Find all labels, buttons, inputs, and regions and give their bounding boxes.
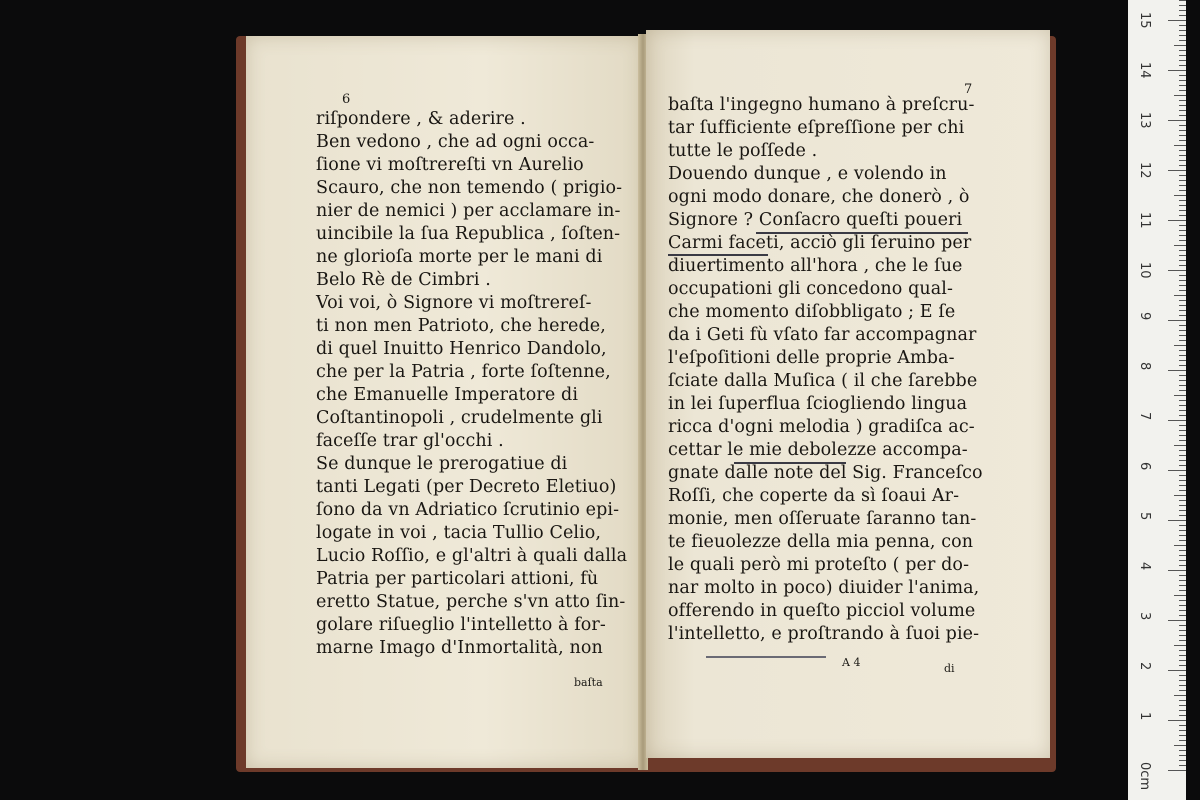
ruler-tick xyxy=(1179,130,1186,131)
ruler-tick xyxy=(1179,200,1186,201)
ruler-tick xyxy=(1179,685,1186,686)
text-line: Patria per particolari attioni, fù xyxy=(316,569,599,589)
ruler-tick xyxy=(1179,360,1186,361)
ruler-tick xyxy=(1179,165,1186,166)
text-line: che momento diſobbligato ; E ſe xyxy=(668,302,956,322)
ruler-tick xyxy=(1179,280,1186,281)
ruler-tick xyxy=(1179,275,1186,276)
ruler-label: 15 xyxy=(1137,12,1152,29)
ruler-tick xyxy=(1179,255,1186,256)
ruler-tick xyxy=(1179,55,1186,56)
ruler-tick xyxy=(1179,400,1186,401)
ruler-tick xyxy=(1168,220,1186,221)
ruler-tick xyxy=(1179,425,1186,426)
ruler-tick xyxy=(1179,550,1186,551)
ruler-tick xyxy=(1179,760,1186,761)
ruler-tick xyxy=(1179,555,1186,556)
measuring-ruler xyxy=(1128,0,1186,800)
ruler-tick xyxy=(1179,15,1186,16)
ruler-tick xyxy=(1174,245,1186,246)
ruler-tick xyxy=(1179,465,1186,466)
ruler-tick xyxy=(1179,90,1186,91)
ruler-label: 11 xyxy=(1137,212,1152,229)
ruler-tick xyxy=(1179,565,1186,566)
left-page xyxy=(246,36,642,768)
ruler-tick xyxy=(1174,445,1186,446)
ruler-tick xyxy=(1174,145,1186,146)
ruler-tick xyxy=(1168,20,1186,21)
ruler-tick xyxy=(1179,390,1186,391)
ruler-tick xyxy=(1179,750,1186,751)
ruler-tick xyxy=(1179,650,1186,651)
ruler-tick xyxy=(1179,375,1186,376)
left-catchword: baſta xyxy=(574,676,603,689)
ruler-tick xyxy=(1179,285,1186,286)
ruler-tick xyxy=(1174,95,1186,96)
ruler-tick xyxy=(1179,110,1186,111)
ruler-tick xyxy=(1179,450,1186,451)
ruler-tick xyxy=(1179,585,1186,586)
ruler-tick xyxy=(1179,80,1186,81)
ruler-tick xyxy=(1174,545,1186,546)
ruler-tick xyxy=(1179,535,1186,536)
ruler-tick xyxy=(1179,715,1186,716)
ruler-tick xyxy=(1168,670,1186,671)
text-line: Voi voi, ò Signore vi moſtrereſ- xyxy=(316,293,592,313)
ruler-tick xyxy=(1179,625,1186,626)
ruler-tick xyxy=(1179,660,1186,661)
ruler-tick xyxy=(1179,65,1186,66)
ruler-tick xyxy=(1179,680,1186,681)
ruler-tick xyxy=(1179,580,1186,581)
ruler-tick xyxy=(1179,440,1186,441)
text-line: in lei ſuperflua ſciogliendo lingua xyxy=(668,394,968,414)
ruler-tick xyxy=(1179,235,1186,236)
text-line: nier de nemici ) per acclamare in- xyxy=(316,201,621,221)
text-line: tar ſufficiente eſpreſſione per chi xyxy=(668,118,965,138)
ruler-tick xyxy=(1179,325,1186,326)
ruler-tick xyxy=(1174,195,1186,196)
ruler-tick xyxy=(1179,435,1186,436)
right-page xyxy=(646,30,1050,758)
ruler-tick xyxy=(1179,105,1186,106)
ruler-tick xyxy=(1179,260,1186,261)
ruler-tick xyxy=(1168,170,1186,171)
ruler-label: 7 xyxy=(1137,412,1152,421)
ruler-tick xyxy=(1179,560,1186,561)
text-line: Lucio Roſſio, e gl'altri à quali dalla xyxy=(316,546,628,566)
ruler-tick xyxy=(1179,350,1186,351)
text-line: faceſſe trar gl'occhi . xyxy=(316,431,504,451)
ruler-tick xyxy=(1179,610,1186,611)
ruler-tick xyxy=(1179,730,1186,731)
ruler-tick xyxy=(1179,315,1186,316)
text-line: occupationi gli concedono qual- xyxy=(668,279,953,299)
ruler-tick xyxy=(1179,50,1186,51)
text-line: ſciate dalla Muſica ( il che ſarebbe xyxy=(668,371,978,391)
text-line: Ben vedono , che ad ogni occa- xyxy=(316,132,595,152)
ruler-tick xyxy=(1179,765,1186,766)
ruler-tick xyxy=(1168,120,1186,121)
ruler-tick xyxy=(1168,570,1186,571)
ruler-tick xyxy=(1179,380,1186,381)
ruler-tick xyxy=(1179,75,1186,76)
ruler-tick xyxy=(1179,365,1186,366)
ruler-tick xyxy=(1179,505,1186,506)
ruler-tick xyxy=(1179,230,1186,231)
ruler-tick xyxy=(1179,335,1186,336)
signature-mark: A 4 xyxy=(842,656,861,669)
ruler-tick xyxy=(1179,100,1186,101)
ruler-tick xyxy=(1179,250,1186,251)
ruler-tick xyxy=(1168,70,1186,71)
text-line: gnate dalle note del Sig. Franceſco xyxy=(668,463,983,483)
ruler-tick xyxy=(1179,35,1186,36)
ruler-tick xyxy=(1179,30,1186,31)
ruler-tick xyxy=(1179,300,1186,301)
ruler-tick xyxy=(1179,630,1186,631)
ruler-tick xyxy=(1179,740,1186,741)
ruler-tick xyxy=(1179,600,1186,601)
ruler-tick xyxy=(1179,500,1186,501)
ruler-tick xyxy=(1179,0,1186,1)
ruler-tick xyxy=(1179,415,1186,416)
text-line: cettar le mie debolezze accompa- xyxy=(668,440,968,460)
right-catchword: di xyxy=(944,662,955,675)
ruler-tick xyxy=(1179,185,1186,186)
ruler-tick xyxy=(1179,485,1186,486)
text-line: ſione vi moſtrereſti vn Aurelio xyxy=(316,155,584,175)
ruler-tick xyxy=(1168,370,1186,371)
text-line: Belo Rè de Cimbri . xyxy=(316,270,491,290)
left-page-text xyxy=(316,108,627,660)
text-line: ricca d'ogni melodia ) gradiſca ac- xyxy=(668,417,975,437)
ruler-tick xyxy=(1179,515,1186,516)
ruler-tick xyxy=(1179,635,1186,636)
ruler-tick xyxy=(1179,215,1186,216)
ruler-label: 2 xyxy=(1137,662,1152,671)
open-book xyxy=(236,28,1060,772)
text-line: ſono da vn Adriatico ſcrutinio epi- xyxy=(316,500,620,520)
ruler-tick xyxy=(1179,140,1186,141)
ruler-tick xyxy=(1179,25,1186,26)
ruler-tick xyxy=(1168,520,1186,521)
left-page-number: 6 xyxy=(342,92,351,107)
ruler-tick xyxy=(1179,615,1186,616)
ruler-tick xyxy=(1179,190,1186,191)
ruler-tick xyxy=(1168,620,1186,621)
ruler-tick xyxy=(1179,290,1186,291)
ruler-tick xyxy=(1174,395,1186,396)
ruler-tick xyxy=(1179,180,1186,181)
text-line: Signore ? Conſacro queſti poueri xyxy=(668,210,963,230)
ruler-label: 3 xyxy=(1137,612,1152,621)
ruler-tick xyxy=(1174,45,1186,46)
ruler-tick xyxy=(1179,525,1186,526)
text-line: Coſtantinopoli , crudelmente gli xyxy=(316,408,603,428)
ruler-tick xyxy=(1179,150,1186,151)
ruler-tick xyxy=(1179,705,1186,706)
ruler-tick xyxy=(1179,690,1186,691)
ruler-tick xyxy=(1179,605,1186,606)
right-page-number: 7 xyxy=(964,82,973,97)
text-line: baſta l'ingegno humano à preſcru- xyxy=(668,95,975,115)
text-line: riſpondere , & aderire . xyxy=(316,109,526,129)
ruler-tick xyxy=(1179,330,1186,331)
text-line: logate in voi , tacia Tullio Celio, xyxy=(316,523,602,543)
text-line: che Emanuelle Imperatore di xyxy=(316,385,579,405)
text-line: nar molto in poco) diuider l'anima, xyxy=(668,578,980,598)
text-line: le quali però mi proteſto ( per do- xyxy=(668,555,970,575)
ruler-label: 6 xyxy=(1137,462,1152,471)
ruler-tick xyxy=(1179,40,1186,41)
text-line: ogni modo donare, che donerò , ò xyxy=(668,187,970,207)
ruler-tick xyxy=(1179,205,1186,206)
ruler-tick xyxy=(1179,135,1186,136)
ruler-tick xyxy=(1179,405,1186,406)
text-line: Scauro, che non temendo ( prigio- xyxy=(316,178,623,198)
ruler-tick xyxy=(1179,735,1186,736)
text-line: tutte le poſſede . xyxy=(668,141,818,161)
right-page-text xyxy=(668,94,983,646)
ruler-tick xyxy=(1179,265,1186,266)
ruler-label: 13 xyxy=(1137,112,1152,129)
text-line: marne Imago d'Inmortalità, non xyxy=(316,638,603,658)
ruler-tick xyxy=(1179,5,1186,6)
text-line: da i Geti fù vſato far accompagnar xyxy=(668,325,977,345)
ruler-label: 5 xyxy=(1137,512,1152,521)
ruler-label: 10 xyxy=(1137,262,1152,279)
ruler-tick xyxy=(1179,160,1186,161)
ruler-tick xyxy=(1179,510,1186,511)
ruler-tick xyxy=(1179,355,1186,356)
text-line: Roſſi, che coperte da sì ſoaui Ar- xyxy=(668,486,960,506)
text-line: l'eſpoſitioni delle proprie Amba- xyxy=(668,348,955,368)
ruler-tick xyxy=(1179,125,1186,126)
ruler-tick xyxy=(1174,295,1186,296)
text-line: diuertimento all'hora , che le ſue xyxy=(668,256,963,276)
ink-underline xyxy=(756,232,968,234)
ruler-label: 1 xyxy=(1137,712,1152,721)
ruler-tick xyxy=(1179,575,1186,576)
text-line: offerendo in queſto picciol volume xyxy=(668,601,976,621)
ruler-label: 14 xyxy=(1137,62,1152,79)
ruler-tick xyxy=(1179,675,1186,676)
ruler-tick xyxy=(1179,60,1186,61)
text-line: ne glorioſa morte per le mani di xyxy=(316,247,603,267)
ruler-tick xyxy=(1179,455,1186,456)
ink-underline xyxy=(668,254,768,256)
text-line: ti non men Patrioto, che herede, xyxy=(316,316,606,336)
ruler-tick xyxy=(1174,345,1186,346)
ruler-tick xyxy=(1179,490,1186,491)
ink-underline xyxy=(734,462,846,464)
ruler-tick xyxy=(1179,480,1186,481)
ruler-tick xyxy=(1179,10,1186,11)
ruler-tick xyxy=(1168,770,1186,771)
ruler-tick xyxy=(1168,720,1186,721)
ruler-tick xyxy=(1174,695,1186,696)
ruler-tick xyxy=(1179,155,1186,156)
ruler-tick xyxy=(1179,175,1186,176)
text-line: Carmi faceti, acciò gli ſeruino per xyxy=(668,233,972,253)
ruler-tick xyxy=(1179,410,1186,411)
ruler-tick xyxy=(1179,305,1186,306)
ruler-tick xyxy=(1179,700,1186,701)
text-line: che per la Patria , forte ſoſtenne, xyxy=(316,362,611,382)
ruler-tick xyxy=(1179,225,1186,226)
ruler-tick xyxy=(1174,645,1186,646)
ruler-tick xyxy=(1179,340,1186,341)
text-line: te fieuolezze della mia penna, con xyxy=(668,532,974,552)
ruler-tick xyxy=(1179,590,1186,591)
text-line: golare riſueglio l'intelletto à for- xyxy=(316,615,606,635)
ruler-tick xyxy=(1179,665,1186,666)
ruler-tick xyxy=(1174,495,1186,496)
ruler-tick xyxy=(1168,470,1186,471)
ruler-tick xyxy=(1179,430,1186,431)
ruler-tick xyxy=(1174,595,1186,596)
text-line: eretto Statue, perche s'vn atto ſin- xyxy=(316,592,626,612)
text-line: Se dunque le prerogatiue di xyxy=(316,454,568,474)
ruler-label: 12 xyxy=(1137,162,1152,179)
ruler-tick xyxy=(1179,310,1186,311)
ruler-tick xyxy=(1168,420,1186,421)
ink-underline xyxy=(706,656,826,658)
text-line: tanti Legati (per Decreto Eletiuo) xyxy=(316,477,617,497)
text-line: Douendo dunque , e volendo in xyxy=(668,164,947,184)
ruler-tick xyxy=(1179,725,1186,726)
ruler-tick xyxy=(1179,475,1186,476)
ruler-tick xyxy=(1179,385,1186,386)
ruler-tick xyxy=(1179,710,1186,711)
ruler-tick xyxy=(1179,530,1186,531)
ruler-tick xyxy=(1168,320,1186,321)
ruler-tick xyxy=(1179,640,1186,641)
ruler-tick xyxy=(1168,270,1186,271)
ruler-tick xyxy=(1179,210,1186,211)
ruler-tick xyxy=(1179,85,1186,86)
text-line: l'intelletto, e proſtrando à ſuoi pie- xyxy=(668,624,980,644)
ruler-tick xyxy=(1174,745,1186,746)
ruler-label: 9 xyxy=(1137,312,1152,321)
text-line: uincibile la ſua Republica , ſoſten- xyxy=(316,224,621,244)
ruler-tick xyxy=(1179,655,1186,656)
text-line: monie, men oſſeruate ſaranno tan- xyxy=(668,509,977,529)
ruler-tick xyxy=(1179,115,1186,116)
text-line: di quel Inuitto Henrico Dandolo, xyxy=(316,339,607,359)
ruler-tick xyxy=(1179,540,1186,541)
ruler-label: 4 xyxy=(1137,562,1152,571)
ruler-tick xyxy=(1179,755,1186,756)
ruler-label: 8 xyxy=(1137,362,1152,371)
ruler-label: 0cm xyxy=(1137,762,1152,791)
ruler-tick xyxy=(1179,240,1186,241)
ruler-tick xyxy=(1179,460,1186,461)
